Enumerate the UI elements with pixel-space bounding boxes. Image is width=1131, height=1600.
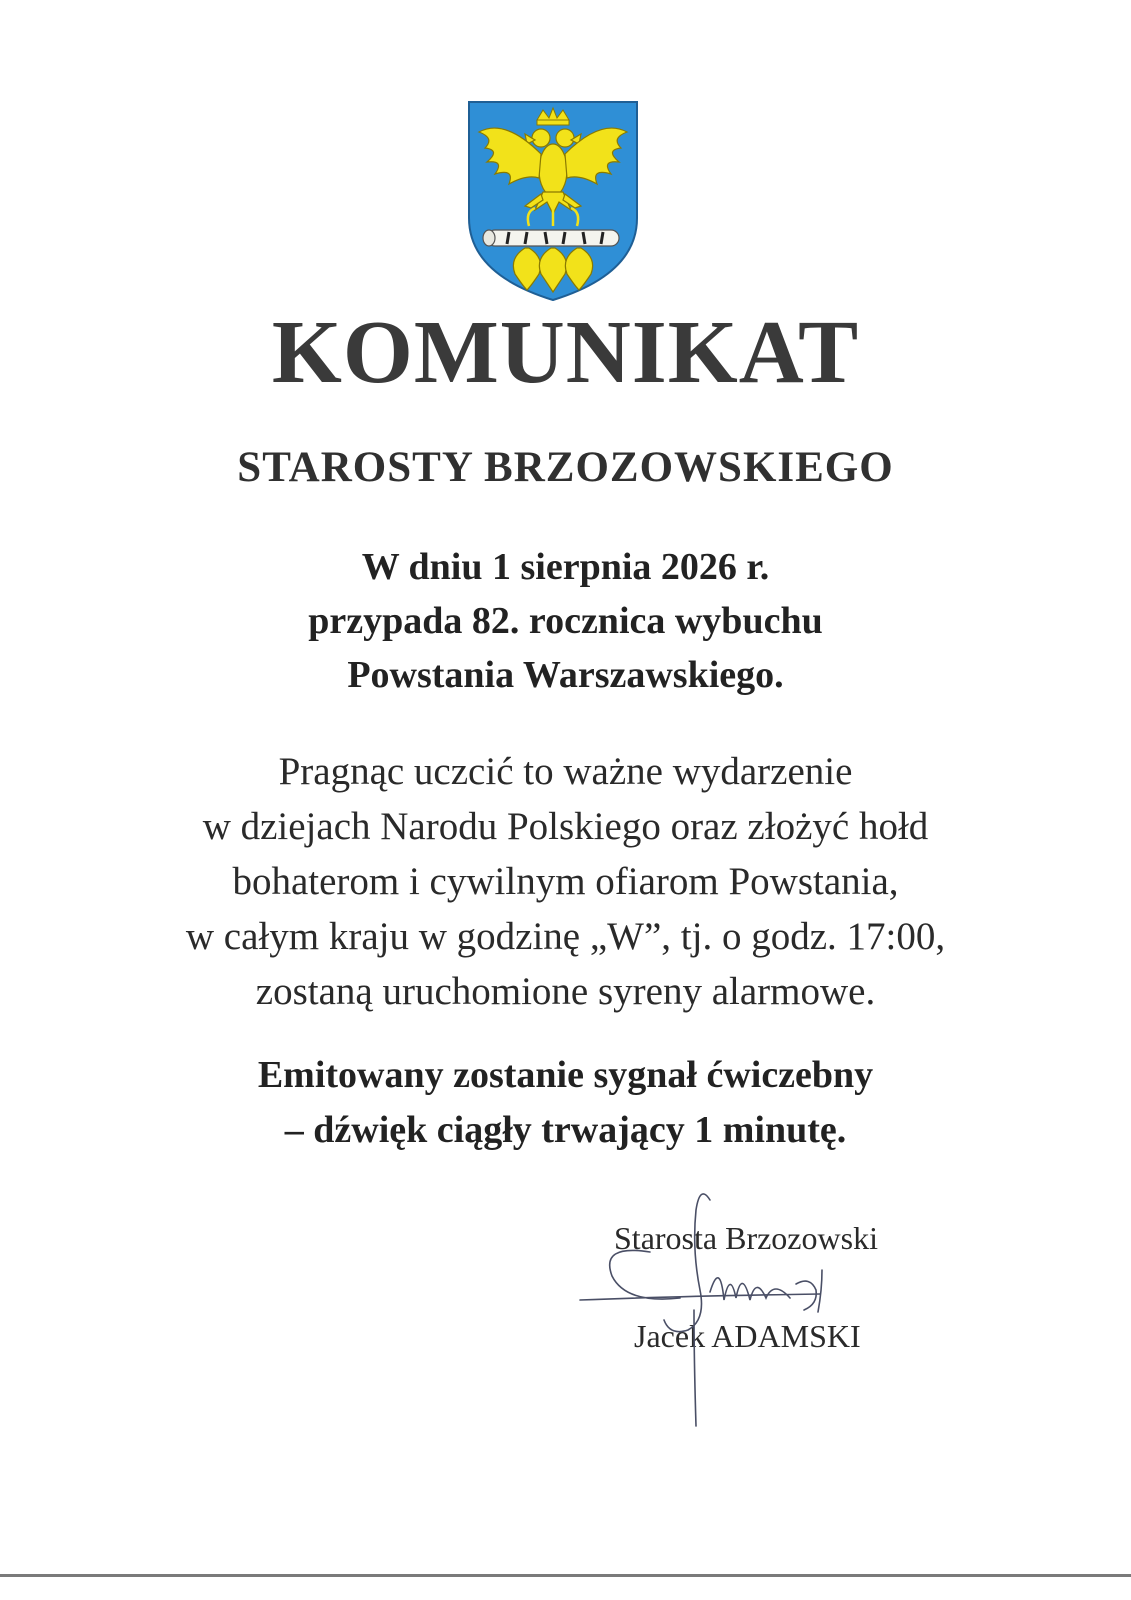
body-line: zostaną uruchomione syreny alarmowe. [255,970,876,1013]
body-line: w dziejach Narodu Polskiego oraz złożyć hołd [202,805,929,848]
bottom-divider [0,1574,1131,1577]
signatory-role: Starosta Brzozowski [614,1220,878,1256]
document-title: KOMUNIKAT [271,303,860,402]
coat-of-arms-icon [465,98,641,304]
body-line: bohaterom i cywilnym ofiarom Powstania, [232,860,899,903]
announcement-line: przypada 82. rocznica wybuchu [308,600,823,642]
document-subtitle: STAROSTY BRZOZOWSKIEGO [237,444,894,491]
announcement-block [0,540,1131,702]
signatory-name: Jacek ADAMSKI [634,1318,861,1354]
emphasis-block [0,1048,1131,1158]
emphasis-line: – dźwięk ciągły trwający 1 minutę. [284,1109,847,1151]
announcement-line: W dniu 1 sierpnia 2026 r. [361,546,770,588]
body-line: Pragnąc uczcić to ważne wydarzenie [278,750,853,793]
emphasis-line: Emitowany zostanie sygnał ćwiczebny [257,1054,874,1096]
announcement-line: Powstania Warszawskiego. [347,654,784,696]
body-paragraph [0,744,1131,1019]
body-line: w całym kraju w godzinę „W”, tj. o godz. 17:00, [185,915,946,958]
handwritten-signature-icon [560,1180,880,1430]
